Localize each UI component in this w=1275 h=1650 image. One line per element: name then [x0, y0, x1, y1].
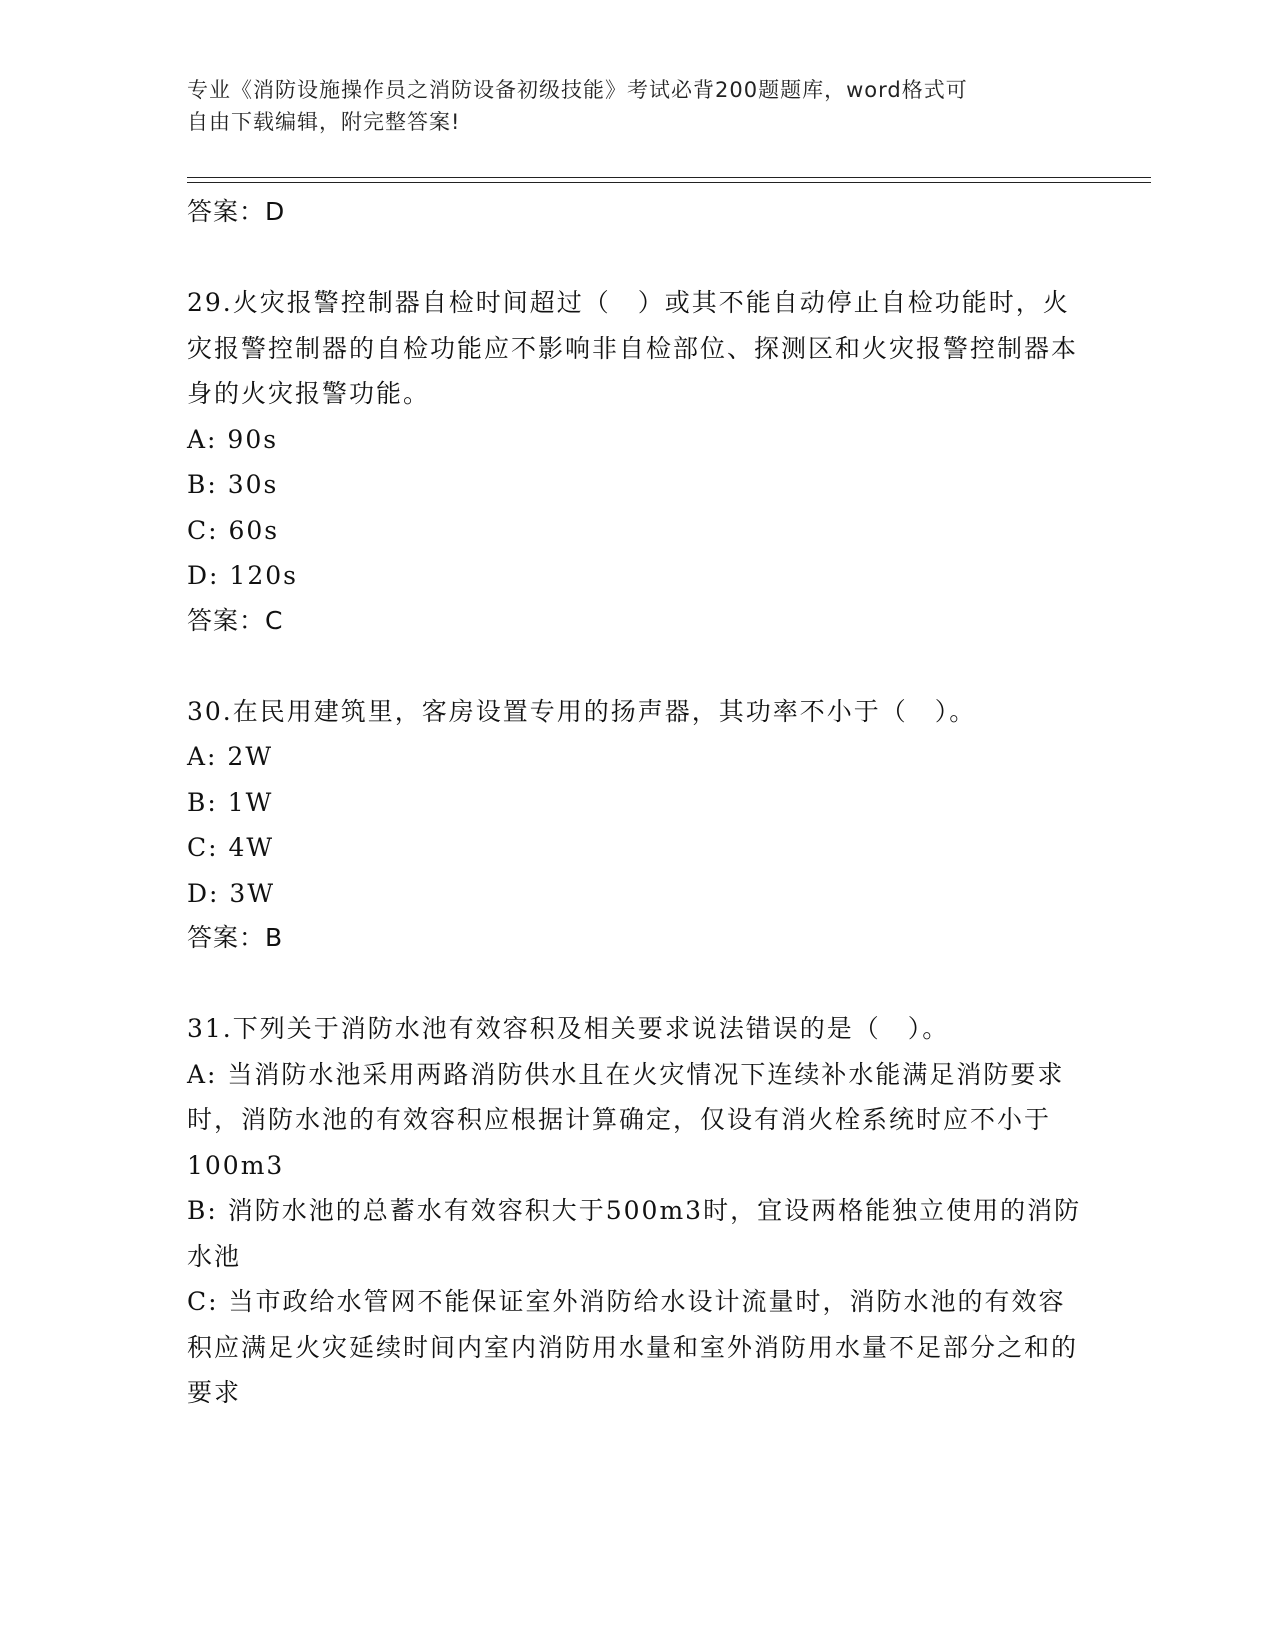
- question-list: [187, 190, 1087, 1416]
- answer-line: 答案：D: [187, 197, 286, 226]
- question-29: [187, 280, 1087, 643]
- option-c: C: 4W: [187, 833, 275, 862]
- option-a: A: 90s: [187, 424, 279, 454]
- header-divider-bottom: [187, 182, 1151, 183]
- answer-line: 答案：C: [187, 605, 284, 635]
- option-c: C: 60s: [187, 515, 280, 545]
- option-d: D: 3W: [187, 878, 276, 908]
- answer-line: 答案：B: [187, 923, 284, 952]
- document-header: [187, 74, 1067, 138]
- option-d: D: 120s: [187, 561, 298, 590]
- header-title-line-1: 专业《消防设施操作员之消防设备初级技能》考试必背200题题库，word格式可: [187, 78, 968, 102]
- header-divider-top: [187, 177, 1151, 178]
- option-a: A: 当消防水池采用两路消防供水且在火灾情况下连续补水能满足消防要求时，消防水池的有效容积应根据计算确定，仅设有消火栓系统时应不小于100m3: [187, 1059, 1065, 1180]
- question-text: 31.下列关于消防水池有效容积及相关要求说法错误的是（ ）。: [187, 1014, 950, 1043]
- question-31: [187, 1006, 1087, 1416]
- option-c: C: 当市政给水管网不能保证室外消防给水设计流量时，消防水池的有效容积应满足火灾延续时间内室内消防用水量和室外消防用水量不足部分之和的要求: [187, 1287, 1079, 1407]
- question-text: 29.火灾报警控制器自检时间超过（ ）或其不能自动停止自检功能时，火灾报警控制器的自检功能应不影响非自检部位、探测区和火灾报警控制器本身的火灾报警功能。: [187, 288, 1079, 408]
- option-b: B: 1W: [187, 787, 274, 817]
- question-30: [187, 689, 1087, 961]
- option-b: B: 30s: [187, 470, 279, 499]
- header-title-line-2: 自由下载编辑，附完整答案!: [187, 110, 461, 134]
- question-text: 30.在民用建筑里，客房设置专用的扬声器，其功率不小于（ ）。: [187, 696, 977, 726]
- option-a: A: 2W: [187, 742, 274, 771]
- option-b: B: 消防水池的总蓄水有效容积大于500m3时，宜设两格能独立使用的消防水池: [187, 1196, 1082, 1271]
